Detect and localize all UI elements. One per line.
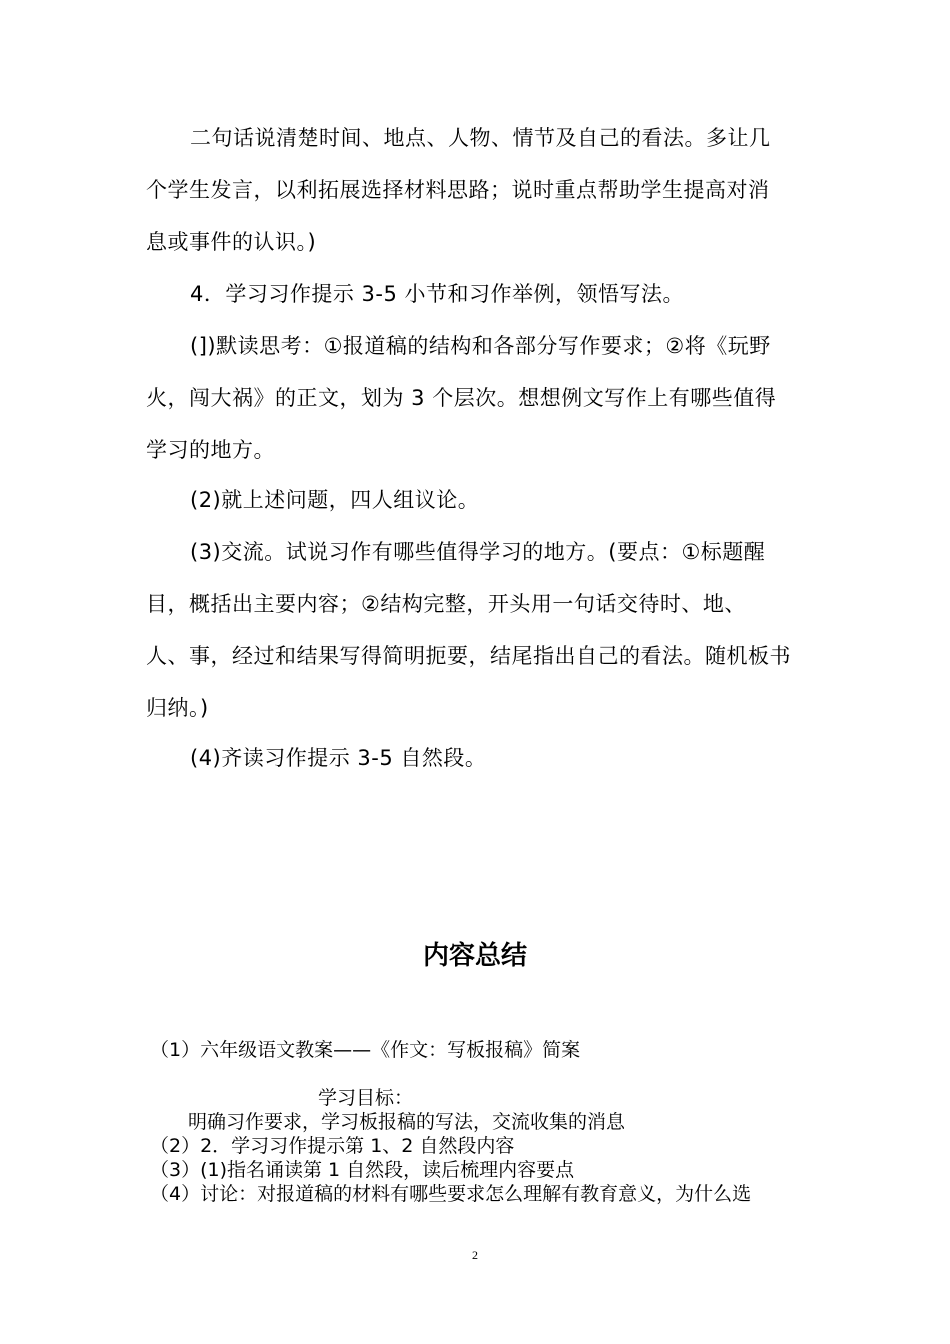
text-line: (4)齐读习作提示 3-5 自然段。 (190, 746, 487, 770)
summary-item-3: （3）(1)指名诵读第 1 自然段，读后梳理内容要点 (150, 1159, 575, 1181)
body-paragraph-1 (146, 112, 806, 268)
summary-item-1: （1）六年级语文教案——《作文：写板报稿》简案 (150, 1039, 581, 1061)
summary-goal-label: 学习目标： (318, 1087, 414, 1109)
text-line: (3)交流。试说习作有哪些值得学习的地方。(要点：①标题醒 (190, 540, 766, 564)
summary-item-4: （4）讨论：对报道稿的材料有哪些要求怎么理解有教育意义，为什么选 (150, 1183, 752, 1205)
text-line: 4．学习习作提示 3-5 小节和习作举例，领悟写法。 (190, 282, 685, 306)
text-line: 火，闯大祸》的正文，划为 3 个层次。想想例文写作上有哪些值得 (146, 386, 777, 410)
body-paragraph-2 (146, 268, 806, 320)
body-paragraph-5 (146, 526, 806, 734)
summary-item-2: （2）2．学习习作提示第 1、2 自然段内容 (150, 1135, 515, 1157)
text-line: 归纳。) (146, 696, 209, 720)
text-line: 人、事，经过和结果写得简明扼要，结尾指出自己的看法。随机板书 (146, 644, 791, 668)
summary-goal-text: 明确习作要求，学习板报稿的写法，交流收集的消息 (188, 1111, 626, 1133)
body-paragraph-3 (146, 320, 806, 476)
text-line: 目，概括出主要内容；②结构完整，开头用一句话交待时、地、 (146, 592, 746, 616)
page-number: 2 (472, 1248, 478, 1262)
text-line: 个学生发言，以利拓展选择材料思路；说时重点帮助学生提高对消 (146, 178, 770, 202)
body-paragraph-4 (146, 474, 806, 526)
text-line: (])默读思考：①报道稿的结构和各部分写作要求；②将《玩野 (190, 334, 771, 358)
text-line: 二句话说清楚时间、地点、人物、情节及自己的看法。多让几 (190, 126, 771, 150)
text-line: (2)就上述问题，四人组议论。 (190, 488, 480, 512)
text-line: 息或事件的认识。) (146, 230, 317, 254)
summary-heading: 内容总结 (422, 941, 527, 971)
text-line: 学习的地方。 (146, 438, 275, 462)
body-paragraph-6 (146, 732, 806, 784)
